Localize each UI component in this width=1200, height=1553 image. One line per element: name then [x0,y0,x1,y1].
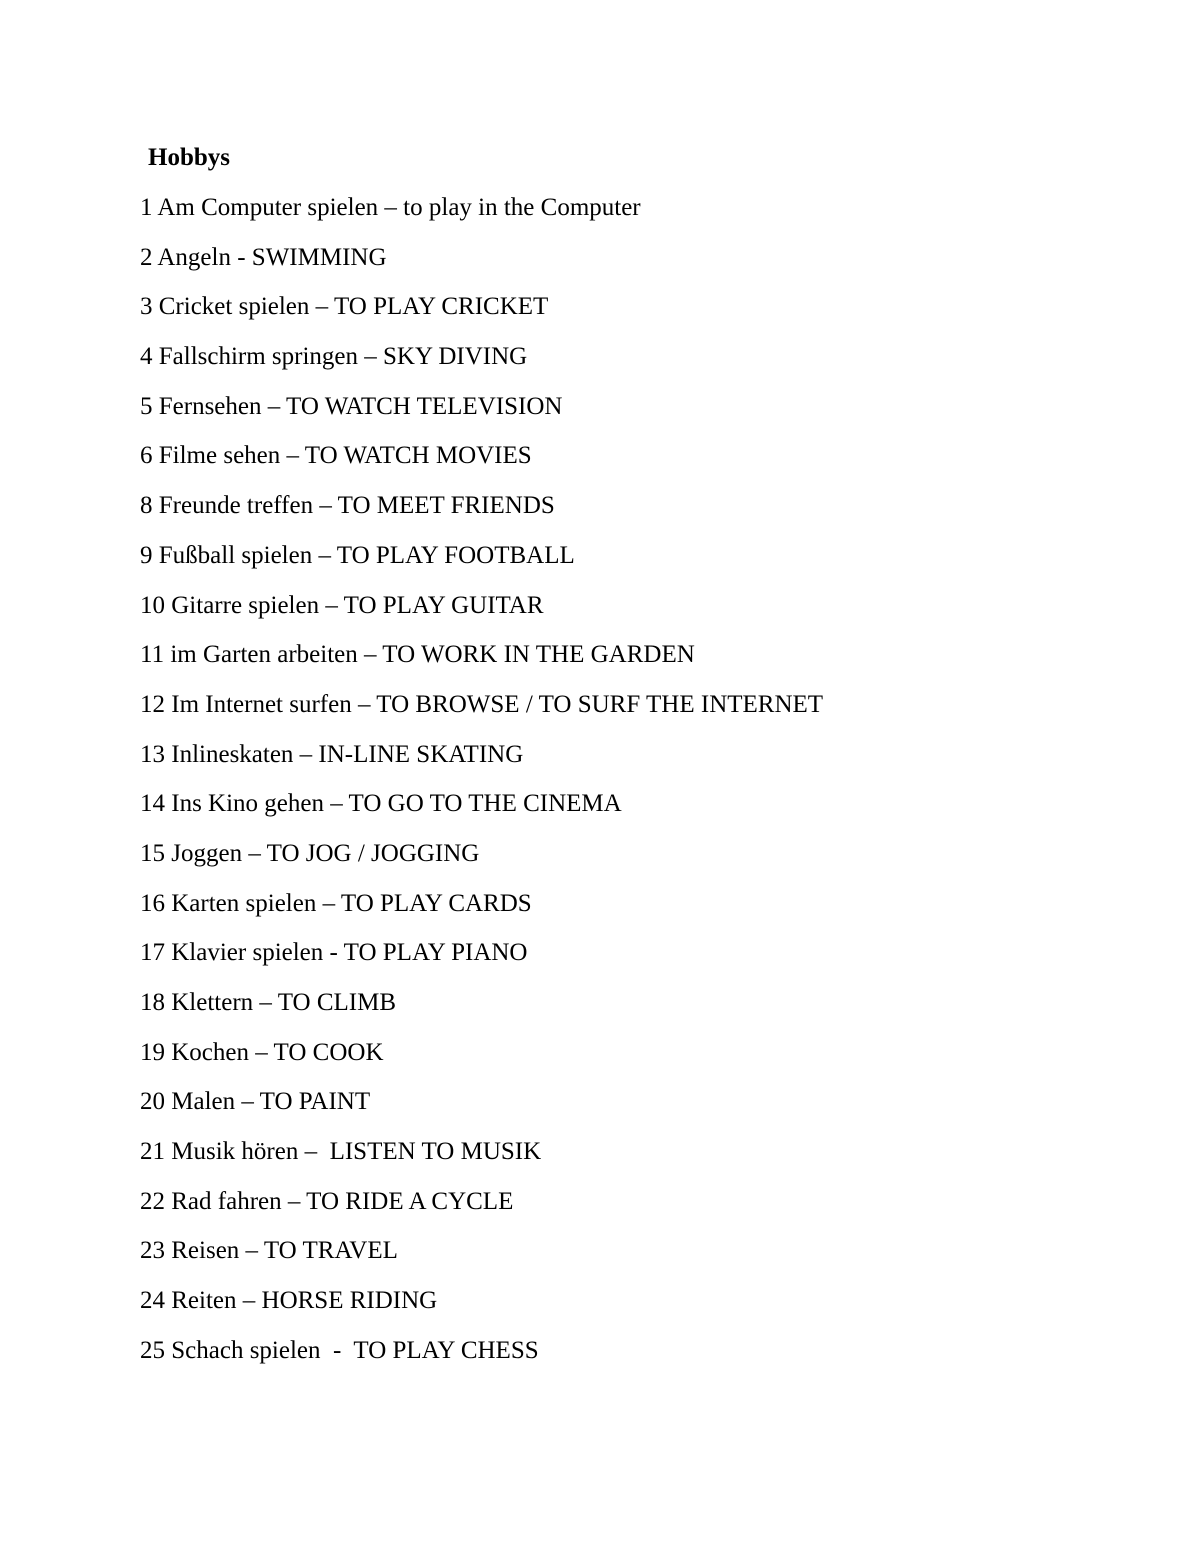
list-item: 24 Reiten – HORSE RIDING [140,1287,438,1315]
list-item: 14 Ins Kino gehen – TO GO TO THE CINEMA [140,790,622,818]
list-item: 5 Fernsehen – TO WATCH TELEVISION [140,392,563,420]
list-item: 22 Rad fahren – TO RIDE A CYCLE [140,1187,514,1215]
list-item: 4 Fallschirm springen – SKY DIVING [140,343,528,371]
list-item: 1 Am Computer spielen – to play in the Computer [140,194,641,221]
hobby-list [140,192,823,1385]
list-item: 23 Reisen – TO TRAVEL [140,1237,398,1265]
list-item: 15 Joggen – TO JOG / JOGGING [140,839,480,867]
list-item: 6 Filme sehen – TO WATCH MOVIES [140,442,532,470]
list-item: 3 Cricket spielen – TO PLAY CRICKET [140,293,549,321]
list-item: 21 Musik hören – LISTEN TO MUSIK [140,1138,542,1166]
list-item: 20 Malen – TO PAINT [140,1088,371,1116]
list-item: 10 Gitarre spielen – TO PLAY GUITAR [140,591,544,619]
list-item: 25 Schach spielen - TO PLAY CHESS [140,1336,539,1364]
list-item: 2 Angeln - SWIMMING [140,243,387,271]
page-title: Hobbys [148,144,230,171]
list-item: 19 Kochen – TO COOK [140,1038,384,1066]
list-item: 18 Klettern – TO CLIMB [140,989,397,1016]
list-item: 13 Inlineskaten – IN-LINE SKATING [140,740,524,768]
list-item: 9 Fußball spielen – TO PLAY FOOTBALL [140,541,575,569]
list-item: 11 im Garten arbeiten – TO WORK IN THE GARDEN [140,641,695,669]
list-item: 12 Im Internet surfen – TO BROWSE / TO SURF THE INTERNET [140,690,824,718]
list-item: 8 Freunde treffen – TO MEET FRIENDS [140,492,555,520]
list-item: 17 Klavier spielen - TO PLAY PIANO [140,939,528,967]
list-item: 16 Karten spielen – TO PLAY CARDS [140,889,532,917]
